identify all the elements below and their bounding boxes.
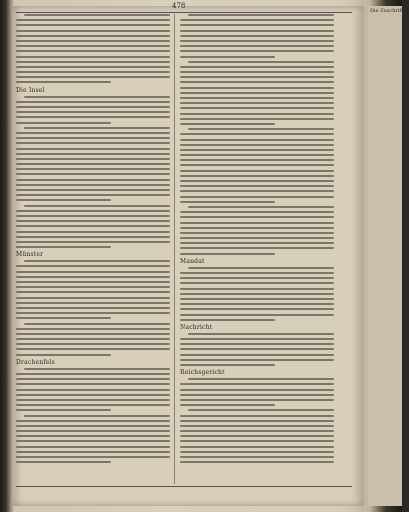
text-line [16, 66, 170, 68]
paragraph [180, 14, 334, 58]
text-line [180, 247, 334, 249]
paragraph [180, 333, 334, 366]
text-line [16, 153, 170, 155]
text-line [16, 420, 170, 422]
text-line [16, 50, 170, 52]
text-line [16, 19, 170, 21]
text-line [16, 158, 170, 160]
text-line [16, 40, 170, 42]
paragraph [180, 378, 334, 406]
text-line [180, 364, 275, 366]
text-line [16, 220, 170, 222]
paragraph [180, 409, 334, 463]
text-line [180, 118, 334, 120]
text-line [180, 404, 275, 406]
text-line [180, 348, 334, 350]
text-line [180, 237, 334, 239]
text-line [180, 159, 334, 161]
text-line [16, 276, 170, 278]
facing-page-edge [368, 6, 402, 506]
text-line [180, 139, 334, 141]
paragraph [16, 205, 170, 249]
text-line [16, 148, 170, 150]
text-line [188, 378, 334, 380]
text-line [180, 354, 334, 356]
text-line [16, 286, 170, 288]
text-line [180, 66, 334, 68]
text-line [180, 435, 334, 437]
text-line [16, 373, 170, 375]
text-line [16, 168, 170, 170]
text-line [188, 333, 334, 335]
legible-text-fragment: Die Insel [16, 86, 45, 94]
paragraph [180, 61, 334, 125]
text-line [16, 106, 170, 108]
text-line [16, 179, 170, 181]
text-line [16, 194, 170, 196]
legible-text-fragment: Münster [16, 251, 44, 259]
text-line [180, 425, 334, 427]
text-line [16, 435, 170, 437]
text-line [180, 277, 334, 279]
text-line [188, 128, 334, 130]
text-line [188, 409, 334, 411]
text-line [16, 440, 170, 442]
text-line [180, 133, 334, 135]
paragraph [16, 260, 170, 319]
text-line [180, 456, 334, 458]
text-line [16, 81, 111, 83]
text-line [24, 368, 170, 370]
column-divider [174, 14, 175, 484]
text-line [180, 170, 334, 172]
text-line [180, 56, 275, 58]
text-line [188, 267, 334, 269]
text-line [180, 154, 334, 156]
text-line [16, 30, 170, 32]
text-line [180, 40, 334, 42]
text-line [180, 446, 334, 448]
text-line [180, 144, 334, 146]
text-line [180, 175, 334, 177]
text-line [180, 201, 275, 203]
text-line [180, 35, 334, 37]
text-line [180, 319, 275, 321]
text-line [16, 425, 170, 427]
text-line [16, 430, 170, 432]
text-line [16, 461, 111, 463]
text-line [180, 272, 334, 274]
text-line [180, 383, 334, 385]
text-line [180, 288, 334, 290]
text-line [180, 314, 334, 316]
text-line [188, 14, 334, 16]
text-line [180, 45, 334, 47]
text-line [180, 343, 334, 345]
text-line [16, 291, 170, 293]
text-line [16, 71, 170, 73]
paragraph [16, 14, 170, 83]
paragraph [180, 128, 334, 203]
text-line [180, 123, 275, 125]
left-column [16, 14, 170, 484]
text-line [180, 430, 334, 432]
header-rule [16, 12, 352, 13]
text-line [16, 215, 170, 217]
text-line [180, 113, 334, 115]
text-line [16, 101, 170, 103]
text-line [16, 302, 170, 304]
text-line [180, 420, 334, 422]
text-line [16, 271, 170, 273]
text-line [16, 189, 170, 191]
text-line [16, 173, 170, 175]
text-line [180, 190, 334, 192]
text-line [16, 241, 170, 243]
text-line [16, 163, 170, 165]
text-line [16, 137, 170, 139]
text-line [180, 415, 334, 417]
text-line [180, 30, 334, 32]
text-line [180, 222, 334, 224]
text-line [16, 378, 170, 380]
text-line [180, 149, 334, 151]
text-line [16, 348, 170, 350]
text-line [180, 253, 275, 255]
text-line [16, 210, 170, 212]
text-line [180, 97, 334, 99]
text-line [16, 446, 170, 448]
text-line [180, 282, 334, 284]
text-line [16, 132, 170, 134]
legible-text-fragment: Drachenfels [16, 358, 55, 366]
text-line [180, 399, 334, 401]
page-number: 478 [172, 2, 186, 10]
text-line [16, 399, 170, 401]
text-line [16, 111, 170, 113]
text-line [180, 461, 334, 463]
paragraph [16, 127, 170, 202]
paragraph [16, 415, 170, 464]
text-line [24, 323, 170, 325]
text-line [180, 451, 334, 453]
text-line [16, 456, 170, 458]
text-line [16, 61, 170, 63]
text-line [16, 354, 111, 356]
text-line [16, 56, 170, 58]
text-line [16, 312, 170, 314]
text-line [16, 281, 170, 283]
text-line [16, 389, 170, 391]
text-line [16, 24, 170, 26]
text-line [16, 383, 170, 385]
text-line [180, 298, 334, 300]
footer-rule [16, 486, 352, 487]
text-line [188, 206, 334, 208]
text-line [16, 409, 111, 411]
text-line [16, 265, 170, 267]
text-line [180, 107, 334, 109]
text-line [16, 394, 170, 396]
text-line [16, 142, 170, 144]
paragraph [16, 96, 170, 124]
legible-text-fragment: Mandat [180, 257, 205, 265]
text-line [180, 394, 334, 396]
text-line [180, 50, 334, 52]
text-line [180, 308, 334, 310]
text-line [180, 185, 334, 187]
text-line [180, 232, 334, 234]
text-line [180, 359, 334, 361]
text-line [24, 260, 170, 262]
text-line [16, 317, 111, 319]
text-line [188, 61, 334, 63]
paragraph [180, 267, 334, 321]
text-line [180, 303, 334, 305]
text-line [180, 293, 334, 295]
text-line [180, 92, 334, 94]
paragraph [16, 323, 170, 356]
text-line [16, 76, 170, 78]
text-line [16, 184, 170, 186]
text-line [16, 246, 111, 248]
text-line [16, 343, 170, 345]
text-line [180, 227, 334, 229]
legible-text-fragment: Reichsgericht [180, 369, 225, 377]
text-line [16, 122, 111, 124]
text-line [180, 19, 334, 21]
text-line [180, 180, 334, 182]
text-line [180, 71, 334, 73]
text-line [180, 338, 334, 340]
text-line [180, 196, 334, 198]
text-line [16, 307, 170, 309]
text-line [180, 389, 334, 391]
text-line [180, 24, 334, 26]
text-line [180, 242, 334, 244]
text-line [180, 440, 334, 442]
paragraph [16, 368, 170, 412]
text-line [16, 404, 170, 406]
text-line [16, 338, 170, 340]
text-line [16, 236, 170, 238]
text-line [24, 127, 170, 129]
text-line [16, 328, 170, 330]
text-line [24, 96, 170, 98]
text-line [24, 205, 170, 207]
paragraph [180, 206, 334, 255]
text-line [16, 45, 170, 47]
text-line [180, 76, 334, 78]
text-line [16, 199, 111, 201]
text-line [180, 216, 334, 218]
legible-text-fragment: Nachricht [180, 323, 213, 331]
text-line [180, 211, 334, 213]
right-column [180, 14, 334, 484]
text-line [24, 415, 170, 417]
text-line [180, 81, 334, 83]
text-line [16, 297, 170, 299]
text-line [16, 116, 170, 118]
text-line [16, 225, 170, 227]
text-line [16, 333, 170, 335]
text-line [180, 164, 334, 166]
text-line [180, 102, 334, 104]
facing-page-heading: Die Zuschriften [370, 8, 409, 14]
text-line [180, 87, 334, 89]
text-line [24, 14, 170, 16]
text-line [16, 231, 170, 233]
text-line [16, 451, 170, 453]
text-line [16, 35, 170, 37]
